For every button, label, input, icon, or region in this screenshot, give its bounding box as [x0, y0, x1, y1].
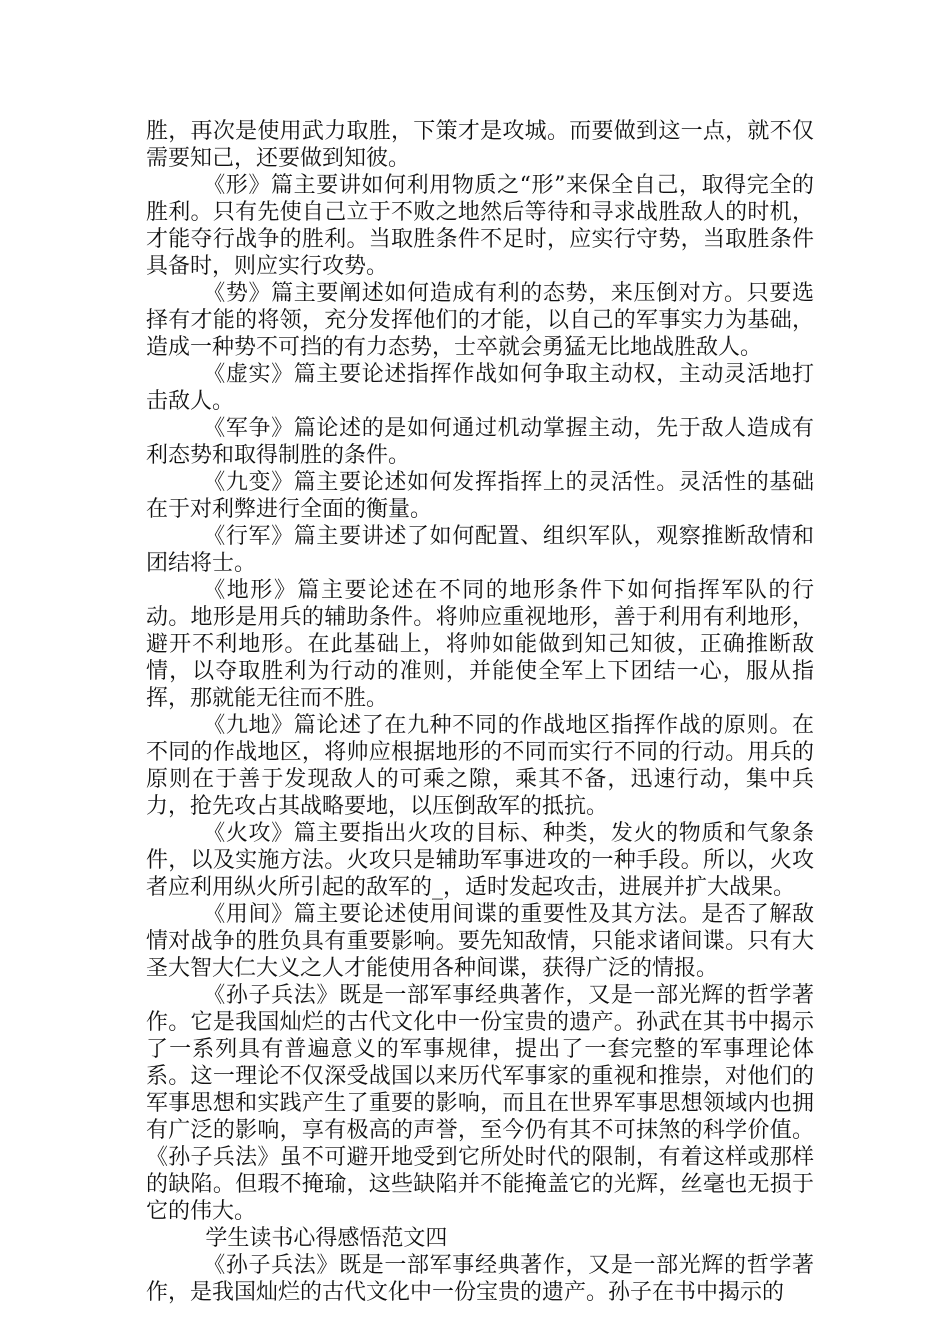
paragraph-jiubian: 《九变》篇主要论述如何发挥指挥上的灵活性。灵活性的基础在于对利弊进行全面的衡量。	[146, 470, 814, 522]
paragraph-essay-four: 《孙子兵法》既是一部军事经典著作，又是一部光辉的哲学著作，是我国灿烂的古代文化中一份宝贵的遗产。孙子在书中揭示的	[146, 1253, 814, 1305]
paragraph-yongjian: 《用间》篇主要论述使用间谍的重要性及其方法。是否了解敌情对战争的胜负具有重要影响。要先知敌情，只能求诸间谍。只有大圣大智大仁大义之人才能使用各种间谍，获得广泛的情报。	[146, 902, 814, 981]
paragraph-junzheng: 《军争》篇论述的是如何通过机动掌握主动，先于敌人造成有利态势和取得制胜的条件。	[146, 416, 814, 468]
paragraph-summary: 《孙子兵法》既是一部军事经典著作，又是一部光辉的哲学著作。它是我国灿烂的古代文化中一份宝贵的遗产。孙武在其书中揭示了一系列具有普遍意义的军事规律，提出了一套完整的军事理论体系。这一理论不仅深受战国以来历代军事家的重视和推崇，对他们的军事思想和实践产生了重要的影响，而且在世界军事思想领域内也拥有广泛的影响，享有极高的声誉，至今仍有其不可抹煞的科学价值。《孙子兵法》虽不可避开地受到它所处时代的限制，有着这样或那样的缺陷。但瑕不掩瑜，这些缺陷并不能掩盖它的光辉，丝毫也无损于它的伟大。	[146, 983, 814, 1224]
document-page	[146, 118, 814, 1306]
paragraph-jiudi: 《九地》篇论述了在九种不同的作战地区指挥作战的原则。在不同的作战地区，将帅应根据地形的不同而实行不同的行动。用兵的原则在于善于发现敌人的可乘之隙，乘其不备，迅速行动，集中兵力，抢先攻占其战略要地，以压倒敌军的抵抗。	[146, 713, 814, 819]
paragraph-dixing: 《地形》篇主要论述在不同的地形条件下如何指挥军队的行动。地形是用兵的辅助条件。将帅应重视地形，善于利用有利地形，避开不利地形。在此基础上，将帅如能做到知己知彼，正确推断敌情，以夺取胜利为行动的准则，并能使全军上下团结一心，服从指挥，那就能无往而不胜。	[146, 578, 814, 711]
paragraph-intro-continuation: 胜，再次是使用武力取胜，下策才是攻城。而要做到这一点，就不仅需要知己，还要做到知彼。	[146, 119, 814, 171]
paragraph-xingjun: 《行军》篇主要讲述了如何配置、组织军队，观察推断敌情和团结将士。	[146, 524, 814, 576]
section-heading: 学生读书心得感悟范文四	[205, 1226, 448, 1251]
paragraph-xing: 《形》篇主要讲如何利用物质之“形”来保全自己，取得完全的胜利。只有先使自己立于不败之地然后等待和寻求战胜敌人的时机，才能夺行战争的胜利。当取胜条件不足时，应实行守势，当取胜条件具备时，则应实行攻势。	[146, 173, 814, 279]
paragraph-xushi: 《虚实》篇主要论述指挥作战如何争取主动权，主动灵活地打击敌人。	[146, 362, 814, 414]
paragraph-shi: 《势》篇主要阐述如何造成有利的态势，来压倒对方。只要选择有才能的将领，充分发挥他们的才能，以自己的军事实力为基础，造成一种势不可挡的有力态势，士卒就会勇猛无比地战胜敌人。	[146, 281, 814, 360]
paragraph-huogong: 《火攻》篇主要指出火攻的目标、种类，发火的物质和气象条件，以及实施方法。火攻只是辅助军事进攻的一种手段。所以，火攻者应利用纵火所引起的敌军的_，适时发起攻击，进展并扩大战果。	[146, 821, 814, 900]
